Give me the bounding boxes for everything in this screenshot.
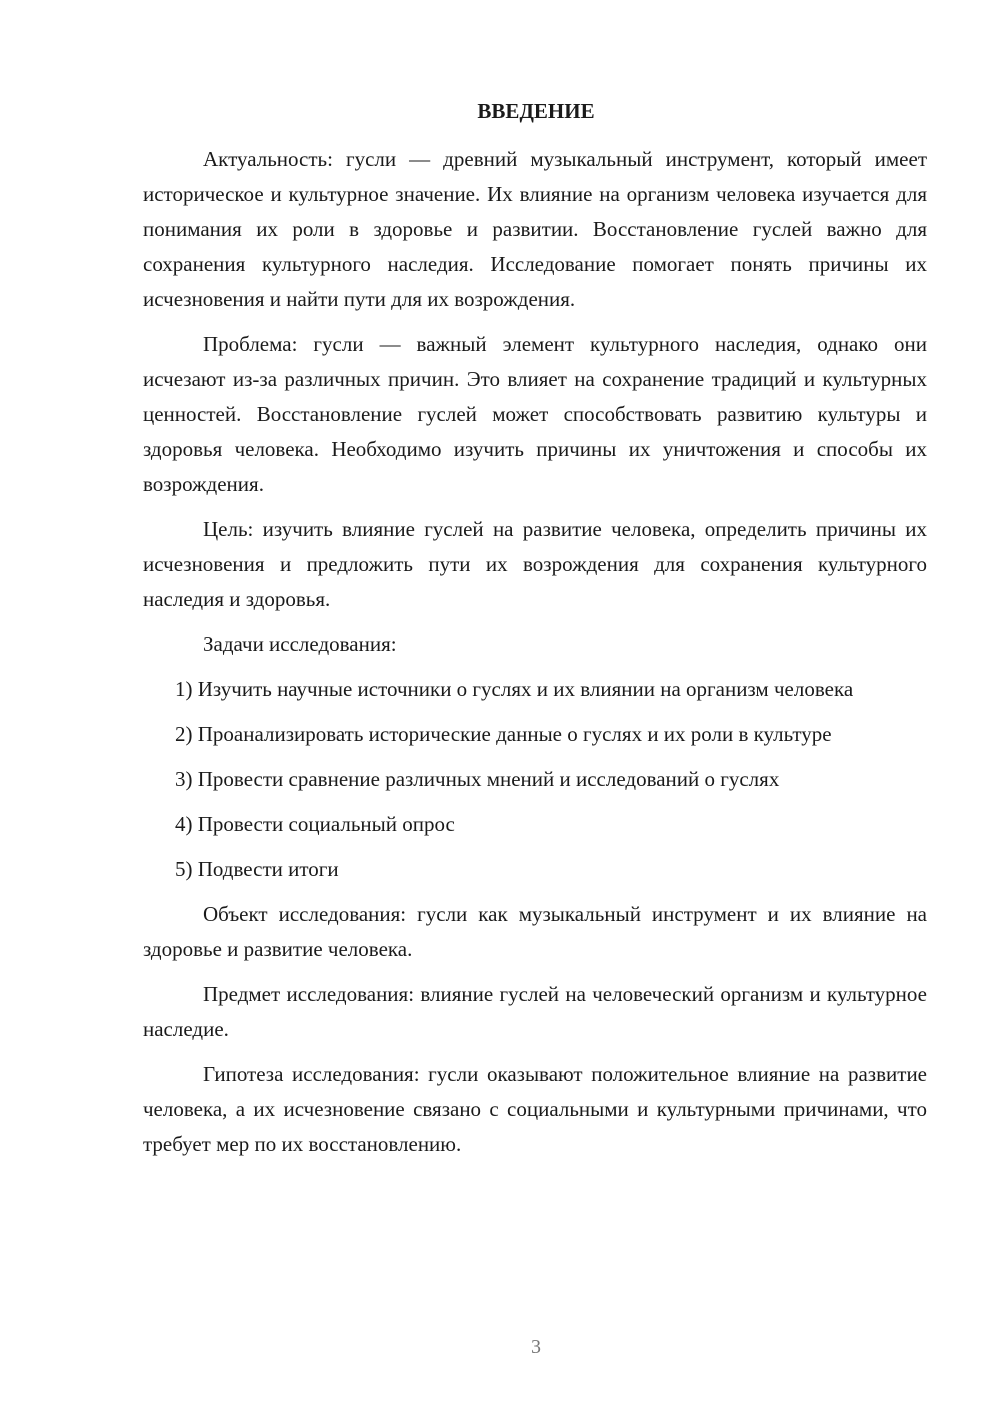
task-item-3: 3) Провести сравнение различных мнений и исследований о гуслях	[175, 767, 780, 791]
relevance-paragraph: Актуальность: гусли — древний музыкальный инструмент, который имеет историческое и культурное значение. Их влияние на организм человека изучается для понимания их роли в здоровье и развитии. Восстановление гуслей важно для сохранения культурного наследия. Исследование помогает понять причины их исчезновения и найти пути для их возрождения.	[143, 147, 927, 311]
problem-paragraph: Проблема: гусли — важный элемент культурного наследия, однако они исчезают из-за различных причин. Это влияет на сохранение традиций и культурных ценностей. Восстановление гуслей может способствовать развитию культуры и здоровья человека. Необходимо изучить причины их уничтожения и способы их возрождения.	[143, 332, 927, 496]
tasks-heading: Задачи исследования:	[203, 632, 397, 656]
body-text	[143, 142, 927, 1172]
task-item-2: 2) Проанализировать исторические данные о гуслях и их роли в культуре	[175, 722, 832, 746]
page-number: 3	[531, 1336, 541, 1358]
task-item-5: 5) Подвести итоги	[175, 857, 339, 881]
hypothesis-paragraph: Гипотеза исследования: гусли оказывают положительное влияние на развитие человека, а их исчезновение связано с социальными и культурными причинами, что требует мер по их восстановлению.	[143, 1062, 927, 1156]
subject-paragraph: Предмет исследования: влияние гуслей на человеческий организм и культурное наследие.	[143, 982, 927, 1041]
goal-paragraph: Цель: изучить влияние гуслей на развитие человека, определить причины их исчезновения и предложить пути их возрождения для сохранения культурного наследия и здоровья.	[143, 517, 927, 611]
object-paragraph: Объект исследования: гусли как музыкальный инструмент и их влияние на здоровье и развитие человека.	[143, 902, 927, 961]
task-item-1: 1) Изучить научные источники о гуслях и их влиянии на организм человека	[175, 677, 854, 701]
task-item-4: 4) Провести социальный опрос	[175, 812, 455, 836]
section-heading: ВВЕДЕНИЕ	[477, 99, 595, 123]
